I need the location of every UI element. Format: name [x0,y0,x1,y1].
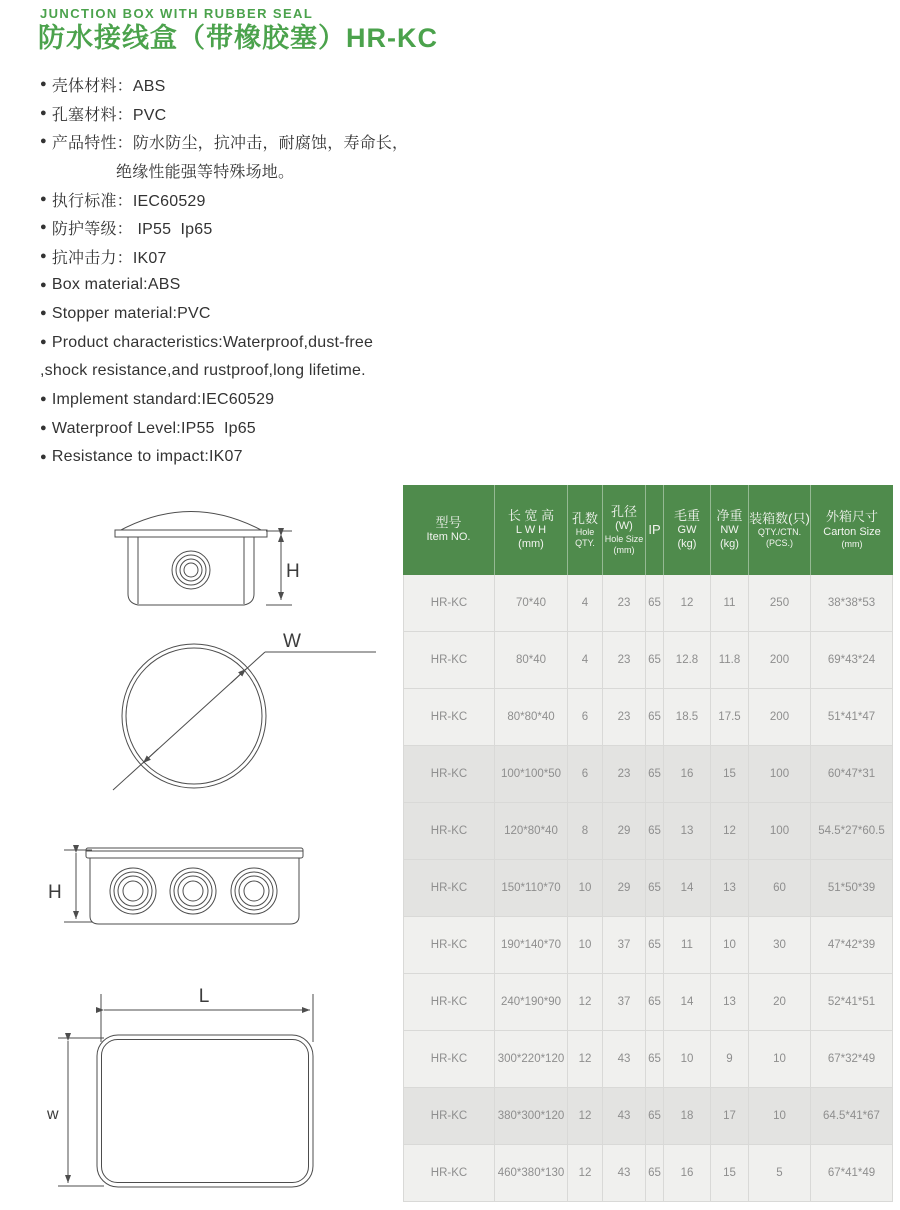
column-header-line: NW [720,524,739,537]
table-cell: 12.8 [664,632,711,689]
table-cell: 80*40 [495,632,568,689]
column-header [403,485,495,575]
table-cell: 15 [711,746,749,803]
table-row [403,689,893,746]
table-cell: 30 [749,917,811,974]
table-cell: 14 [664,974,711,1031]
column-header-line: GW [677,524,697,537]
table-cell: 13 [664,803,711,860]
bullet-icon: ● [40,422,47,435]
table-cell: HR-KC [403,575,495,632]
table-cell: 10 [664,1031,711,1088]
table-cell: 47*42*39 [811,917,893,974]
spec-item [40,213,420,242]
round-box-side-view [115,480,300,605]
table-cell: 13 [711,974,749,1031]
table-cell: 11 [664,917,711,974]
table-cell: 17.5 [711,689,749,746]
column-header [568,485,603,575]
table-cell: 65 [646,1088,664,1145]
column-header-line: (mm) [518,538,544,551]
table-cell: 16 [664,746,711,803]
spec-text: 壳体材料：ABS [51,77,166,95]
spec-list [40,70,420,472]
table-cell: 8 [568,803,603,860]
table-cell: 52*41*51 [811,974,893,1031]
table-cell: 17 [711,1088,749,1145]
spec-text: Implement standard:IEC60529 [51,390,275,408]
column-header-line: 外箱尺寸 [825,509,878,525]
table-cell: 13 [711,860,749,917]
table-cell: HR-KC [403,917,495,974]
table-cell: HR-KC [403,974,495,1031]
table-cell: 51*50*39 [811,860,893,917]
page-title: 防水接线盒（带橡胶塞）HR-KC [38,23,438,53]
table-cell: HR-KC [403,689,495,746]
column-header-line: 净重 [716,508,743,524]
table-cell: 43 [603,1145,646,1202]
bullet-icon: ● [40,307,47,320]
table-cell: HR-KC [403,746,495,803]
spec-item [40,242,420,271]
table-cell: 14 [664,860,711,917]
table-cell: HR-KC [403,1088,495,1145]
column-header-line: Item NO. [426,531,471,544]
column-header-line: Carton Size [823,525,881,538]
table-cell: 6 [568,689,603,746]
table-cell: 65 [646,575,664,632]
bullet-icon: ● [40,249,47,262]
table-cell: 190*140*70 [495,917,568,974]
table-cell: 100*100*50 [495,746,568,803]
table-cell: 12 [568,1031,603,1088]
table-cell: 67*41*49 [811,1145,893,1202]
table-cell: 460*380*130 [495,1145,568,1202]
technical-drawings [0,480,400,1210]
table-cell: 250 [749,575,811,632]
table-row [403,917,893,974]
table-cell: 6 [568,746,603,803]
spec-item [40,414,420,443]
table-row [403,974,893,1031]
table-cell: 10 [749,1031,811,1088]
bullet-icon: ● [40,106,47,119]
table-cell: 29 [603,803,646,860]
spec-item [40,127,420,156]
table-cell: 100 [749,803,811,860]
spec-item [40,357,420,386]
table-cell: 23 [603,575,646,632]
spec-text: 抗冲击力：IK07 [51,249,167,267]
column-header [711,485,749,575]
rect-box-side-view [48,848,303,924]
spec-text: Box material:ABS [51,276,181,294]
column-header-line: (kg) [720,538,739,551]
table-cell: 60 [749,860,811,917]
table-cell: HR-KC [403,1145,495,1202]
bullet-icon: ● [40,336,47,349]
table-cell: 9 [711,1031,749,1088]
column-header [603,485,646,575]
table-cell: 11.8 [711,632,749,689]
spec-text: Resistance to impact:IK07 [51,448,243,466]
table-cell: 10 [711,917,749,974]
table-body [403,575,893,1202]
spec-text: 孔塞材料：PVC [51,106,167,124]
table-cell: 64.5*41*67 [811,1088,893,1145]
table-cell: 65 [646,689,664,746]
round-box-top-view [113,631,376,790]
column-header-line: Hole QTY. [575,526,595,549]
table-cell: 240*190*90 [495,974,568,1031]
spec-text: 产品特性：防水防尘，抗冲击，耐腐蚀，寿命长， [51,135,409,153]
spec-item [40,443,420,472]
table-cell: 65 [646,860,664,917]
table-cell: 11 [711,575,749,632]
table-cell: 23 [603,632,646,689]
table-cell: 60*47*31 [811,746,893,803]
bullet-icon: ● [40,192,47,205]
table-cell: 69*43*24 [811,632,893,689]
spec-text: 绝缘性能强等特殊场地。 [116,163,295,181]
column-header-line: Hole Size [604,533,644,544]
spec-item [40,156,420,185]
table-cell: 10 [749,1088,811,1145]
spec-item [40,386,420,415]
bullet-icon: ● [40,77,47,90]
spec-item [40,99,420,128]
table-row [403,632,893,689]
table-header-row [403,485,893,575]
table-cell: 70*40 [495,575,568,632]
spec-item [40,271,420,300]
column-header-line: (kg) [677,538,697,551]
table-cell: HR-KC [403,632,495,689]
column-header-line: (PCS.) [766,538,793,549]
column-header-line: 长 宽 高 [507,508,555,524]
spec-text: 防护等级： IP55 Ip65 [51,221,213,239]
table-cell: HR-KC [403,803,495,860]
table-cell: HR-KC [403,1031,495,1088]
table-cell: 29 [603,860,646,917]
table-cell: 65 [646,974,664,1031]
table-cell: 12 [711,803,749,860]
bullet-icon: ● [40,221,47,234]
table-cell: 10 [568,860,603,917]
table-cell: 43 [603,1031,646,1088]
header-subtitle: JUNCTION BOX WITH RUBBER SEAL [40,6,314,21]
spec-text: 执行标准：IEC60529 [51,192,206,210]
column-header-line: 装箱数(只) [749,510,810,526]
table-row [403,746,893,803]
spec-text: Waterproof Level:IP55 Ip65 [51,419,256,437]
column-header [646,485,664,575]
table-cell: 12 [568,1088,603,1145]
table-cell: HR-KC [403,860,495,917]
column-header-line: 孔数 [571,510,598,526]
column-header-line: 毛重 [673,508,700,524]
table-cell: 65 [646,1031,664,1088]
table-cell: 80*80*40 [495,689,568,746]
table-row [403,803,893,860]
bullet-icon: ● [40,393,47,406]
dimension-label-length: L [198,986,210,1007]
table-cell: 18 [664,1088,711,1145]
table-cell: 300*220*120 [495,1031,568,1088]
table-cell: 37 [603,917,646,974]
table-cell: 67*32*49 [811,1031,893,1088]
bullet-icon: ● [40,135,47,148]
dimension-label-height: H [286,561,300,582]
table-cell: 12 [568,974,603,1031]
column-header [749,485,811,575]
table-cell: 23 [603,746,646,803]
spec-item [40,300,420,329]
bullet-icon: ● [40,278,47,291]
table-cell: 200 [749,632,811,689]
column-header-line: 孔径 [610,503,637,519]
table-cell: 65 [646,1145,664,1202]
table-cell: 23 [603,689,646,746]
table-cell: 100 [749,746,811,803]
bullet-icon: ● [40,450,47,463]
table-cell: 20 [749,974,811,1031]
table-cell: 43 [603,1088,646,1145]
dimension-label-width: W [283,631,301,652]
table-cell: 65 [646,803,664,860]
spec-item [40,185,420,214]
table-cell: 51*41*47 [811,689,893,746]
column-header-line: (W) [615,520,633,532]
spec-text: Product characteristics:Waterproof,dust-free [51,333,374,351]
table-row [403,860,893,917]
table-cell: 15 [711,1145,749,1202]
column-header-line: QTY./CTN. [757,526,802,537]
column-header-line: L W H [515,524,547,537]
column-header-line: (mm) [841,539,863,550]
table-row [403,1145,893,1202]
spec-item [40,70,420,99]
spec-text: Stopper material:PVC [51,304,211,322]
table-cell: 150*110*70 [495,860,568,917]
table-cell: 5 [749,1145,811,1202]
spec-item [40,328,420,357]
table-cell: 18.5 [664,689,711,746]
table-row [403,575,893,632]
table-cell: 65 [646,917,664,974]
table-cell: 65 [646,632,664,689]
table-cell: 200 [749,689,811,746]
table-cell: 120*80*40 [495,803,568,860]
table-cell: 4 [568,575,603,632]
column-header [664,485,711,575]
table-cell: 16 [664,1145,711,1202]
dimension-label-height: H [48,882,62,903]
table-cell: 54.5*27*60.5 [811,803,893,860]
table-row [403,1088,893,1145]
column-header-line: 型号 [435,515,462,530]
table-cell: 4 [568,632,603,689]
table-row [403,1031,893,1088]
table-cell: 380*300*120 [495,1088,568,1145]
table-cell: 12 [664,575,711,632]
rect-box-top-view [46,986,313,1187]
dimension-label-width: w [47,1106,59,1123]
table-cell: 37 [603,974,646,1031]
table-cell: 10 [568,917,603,974]
table-cell: 38*38*53 [811,575,893,632]
table-cell: 12 [568,1145,603,1202]
spec-table [403,485,893,1202]
column-header [495,485,568,575]
spec-text: ,shock resistance,and rustproof,long lifetime. [40,362,366,380]
column-header-line: (mm) [613,545,635,555]
column-header-line: IP [648,521,661,537]
column-header [811,485,893,575]
table-cell: 65 [646,746,664,803]
